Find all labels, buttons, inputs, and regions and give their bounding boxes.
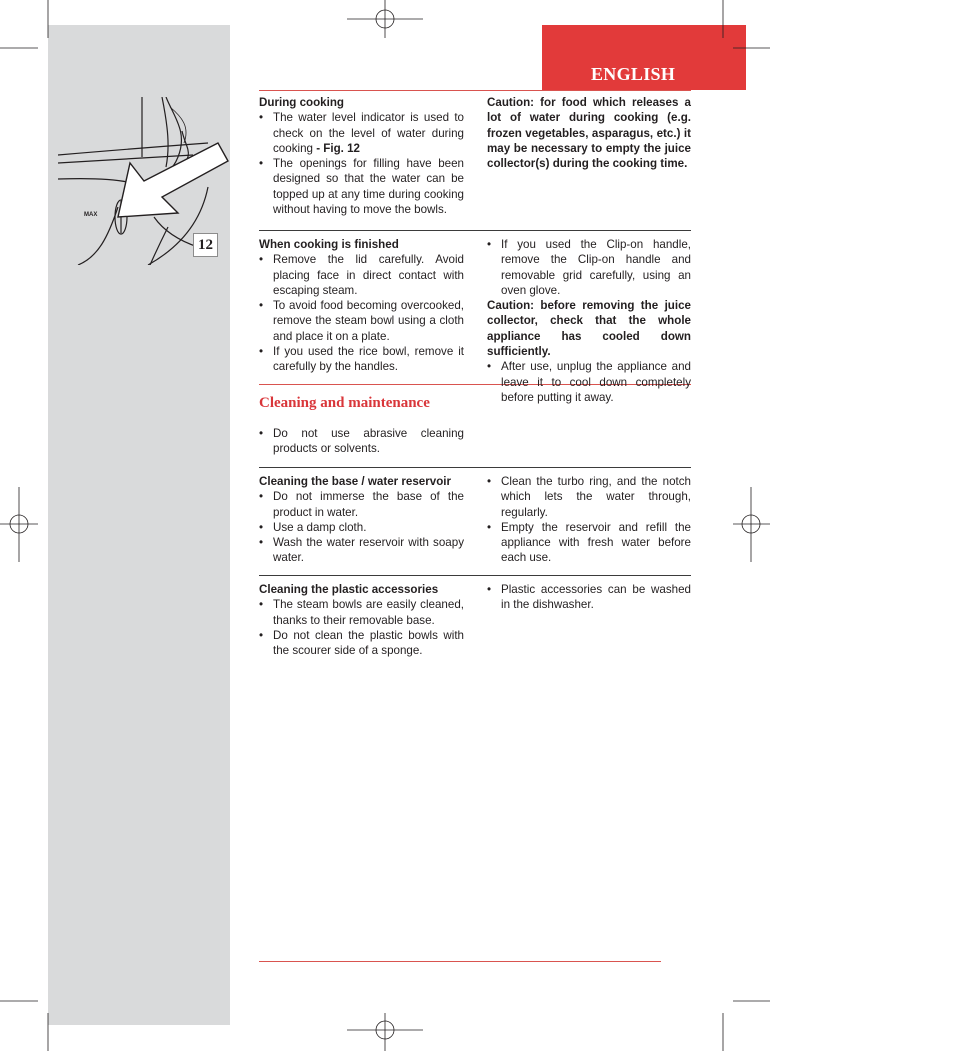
- language-label: ENGLISH: [591, 64, 676, 84]
- rule-plastic: [259, 575, 691, 576]
- list-item: • Do not use abrasive cleaning products or solvents.: [259, 426, 464, 457]
- max-label: MAX: [84, 212, 98, 218]
- plastic-right-list: [487, 582, 691, 613]
- during-cooking-heading: During cooking: [259, 96, 345, 109]
- during-cooking-left: [259, 95, 464, 217]
- base-heading: Cleaning the base / water reservoir: [259, 475, 452, 488]
- list-item: • Remove the lid carefully. Avoid placing face in direct contact with escaping steam.: [259, 252, 464, 298]
- list-item-text: The water level indicator is used to check on the level of water during cooking: [273, 111, 464, 155]
- finished-right: [487, 237, 691, 405]
- list-item: [259, 110, 464, 156]
- plastic-right: [487, 582, 691, 613]
- list-item: • If you used the rice bowl, remove it carefully by the handles.: [259, 344, 464, 375]
- list-item: • If you used the Clip-on handle, remove the Clip-on handle and removable grid carefully, using an oven glove.: [487, 237, 691, 298]
- plastic-left: [259, 582, 464, 658]
- figure-number: 12: [193, 233, 218, 257]
- finished-left: [259, 237, 464, 375]
- base-right-list: [487, 474, 691, 566]
- list-item: • Do not clean the plastic bowls with the scourer side of a sponge.: [259, 628, 464, 659]
- caution-cool-down: Caution: before removing the juice collector, check that the whole appliance has cooled down sufficiently.: [487, 299, 691, 359]
- cleaning-intro-list: [259, 426, 464, 457]
- list-item: • Use a damp cloth.: [259, 520, 464, 535]
- during-cooking-right: [487, 95, 691, 171]
- list-item: • After use, unplug the appliance and leave it to cool down completely before putting it away.: [487, 359, 691, 405]
- caution-juice-collector: Caution: for food which releases a lot of water during cooking (e.g. frozen vegetables, asparagus, etc.) it may be necessary to empty the juice collector(s) during the cooking time.: [487, 96, 691, 171]
- list-item: • Plastic accessories can be washed in the dishwasher.: [487, 582, 691, 613]
- rule-top: [259, 90, 691, 91]
- base-right: [487, 474, 691, 566]
- plastic-left-list: [259, 597, 464, 658]
- rule-finished: [259, 230, 691, 231]
- rule-base: [259, 467, 691, 468]
- list-item: • Empty the reservoir and refill the appliance with fresh water before each use.: [487, 520, 691, 566]
- finished-right-list-2: [487, 359, 691, 405]
- list-item: • The steam bowls are easily cleaned, thanks to their removable base.: [259, 597, 464, 628]
- cleaning-section-title: Cleaning and maintenance: [259, 395, 430, 411]
- base-left: [259, 474, 464, 566]
- list-item: • Clean the turbo ring, and the notch which lets the water through, regularly.: [487, 474, 691, 520]
- list-item: • Wash the water reservoir with soapy water.: [259, 535, 464, 566]
- cleaning-intro: [259, 426, 464, 457]
- list-item: • The openings for filling have been designed so that the water can be topped up at any time during cooking without having to move the bowls.: [259, 156, 464, 217]
- list-item: • To avoid food becoming overcooked, remove the steam bowl using a cloth and place it on a plate.: [259, 298, 464, 344]
- figure-reference: - Fig. 12: [312, 141, 360, 155]
- plastic-heading: Cleaning the plastic accessories: [259, 583, 439, 596]
- finished-right-list-1: [487, 237, 691, 298]
- finished-heading: When cooking is finished: [259, 238, 399, 251]
- base-left-list: [259, 489, 464, 565]
- rule-bottom: [259, 961, 661, 962]
- list-item: • Do not immerse the base of the product in water.: [259, 489, 464, 520]
- finished-list: [259, 252, 464, 374]
- during-cooking-list: [259, 110, 464, 217]
